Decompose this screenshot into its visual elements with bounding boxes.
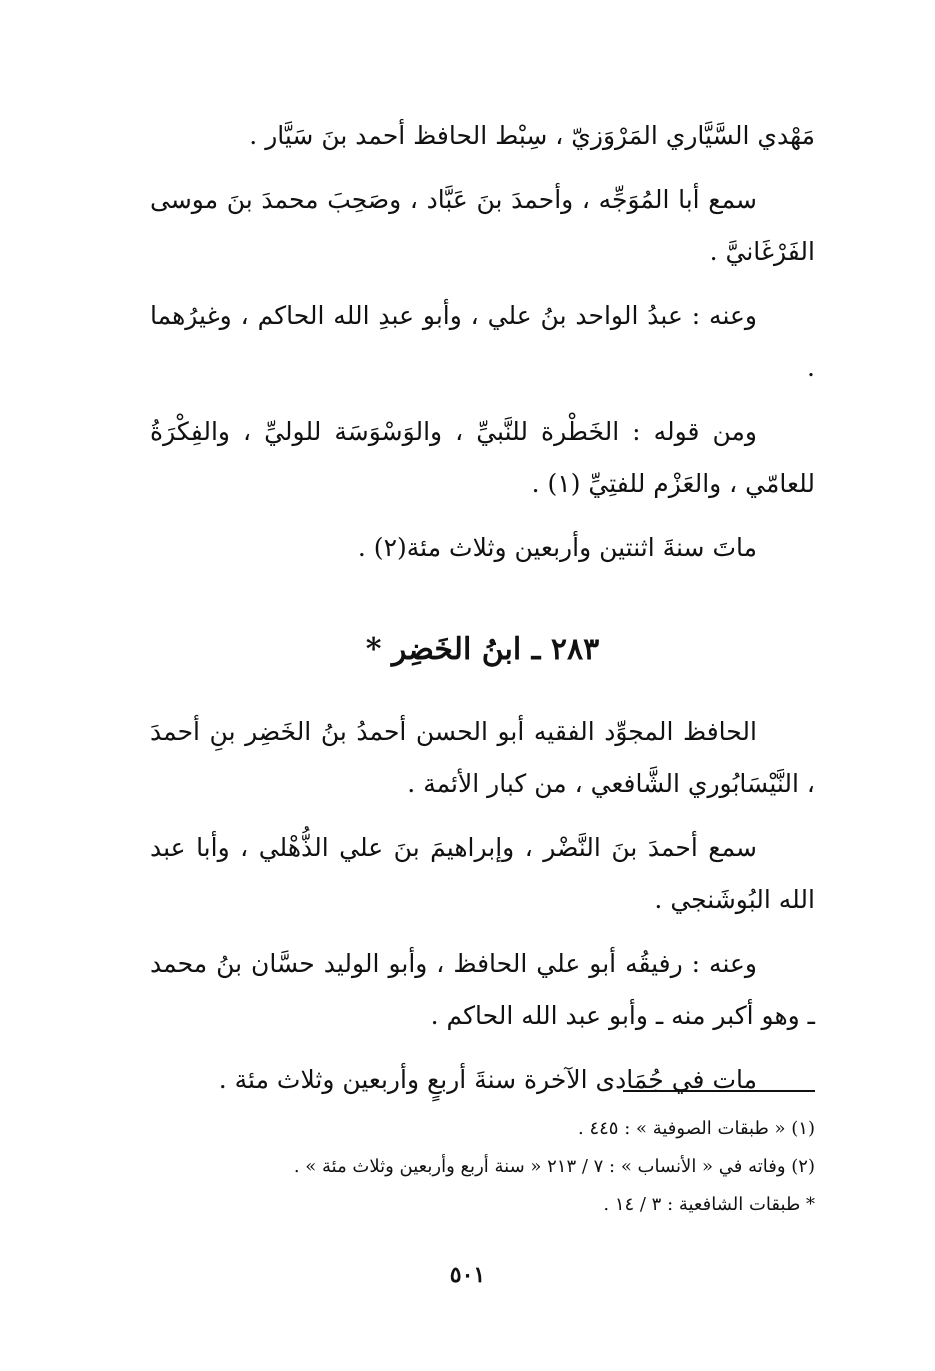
footnotes [150,1110,815,1224]
footnote-2: (٢) وفاته في « الأنساب » : ٧ / ٢١٣ « سنة أربع وأربعين وثلاث مئة » . [293,1156,815,1177]
page-number: ٥٠١ [449,1262,486,1288]
paragraph-students-2: وعنه : رفيقُه أبو علي الحافظ ، وأبو الوليد حسَّان بنُ محمد ـ وهو أكبر منه ـ وأبو عبد الله الحاكم . [150,949,815,1030]
footnote-1: (١) « طبقات الصوفية » : ٤٤٥ . [578,1118,815,1139]
footnote-source: * طبقات الشافعية : ٣ / ١٤ . [603,1194,815,1215]
entry-heading: ٢٨٣ ـ ابنُ الخَضِر * [365,632,600,667]
paragraph-intro: الحافظ المجوِّد الفقيه أبو الحسن أحمدُ بنُ الخَضِر بنِ أحمدَ ، النَّيْسَابُوري الشَّافعي ، من كبار الأئمة . [150,717,815,798]
paragraph-saying: ومن قوله : الخَطْرة للنَّبيِّ ، والوَسْوَسَة للوليِّ ، والفِكْرَةُ للعامّي ، والعَزْم للفتِيِّ (١) . [150,417,815,498]
paragraph-teachers-2: سمع أحمدَ بنَ النَّضْر ، وإبراهيمَ بنَ علي الذُّهْلي ، وأبا عبد الله البُوشَنجي . [150,833,815,914]
footnote-divider [623,1090,815,1092]
main-text [150,110,815,1118]
paragraph-students: وعنه : عبدُ الواحد بنُ علي ، وأبو عبدِ الله الحاكم ، وغيرُهما . [150,301,815,382]
paragraph-lineage: مَهْدي السَّيَّاري المَرْوَزيّ ، سِبْط الحافظ أحمد بنَ سَيَّار . [249,121,815,150]
paragraph-death: ماتَ سنةَ اثنتين وأربعين وثلاث مئة(٢) . [357,533,757,562]
paragraph-death-2: مات في جُمَادى الآخرة سنةَ أربعٍ وأربعين وثلاث مئة . [218,1065,757,1094]
paragraph-teachers: سمع أبا المُوَجِّه ، وأحمدَ بنَ عَبَّاد ، وصَحِبَ محمدَ بنَ موسى الفَرْغَانيَّ . [150,185,815,266]
